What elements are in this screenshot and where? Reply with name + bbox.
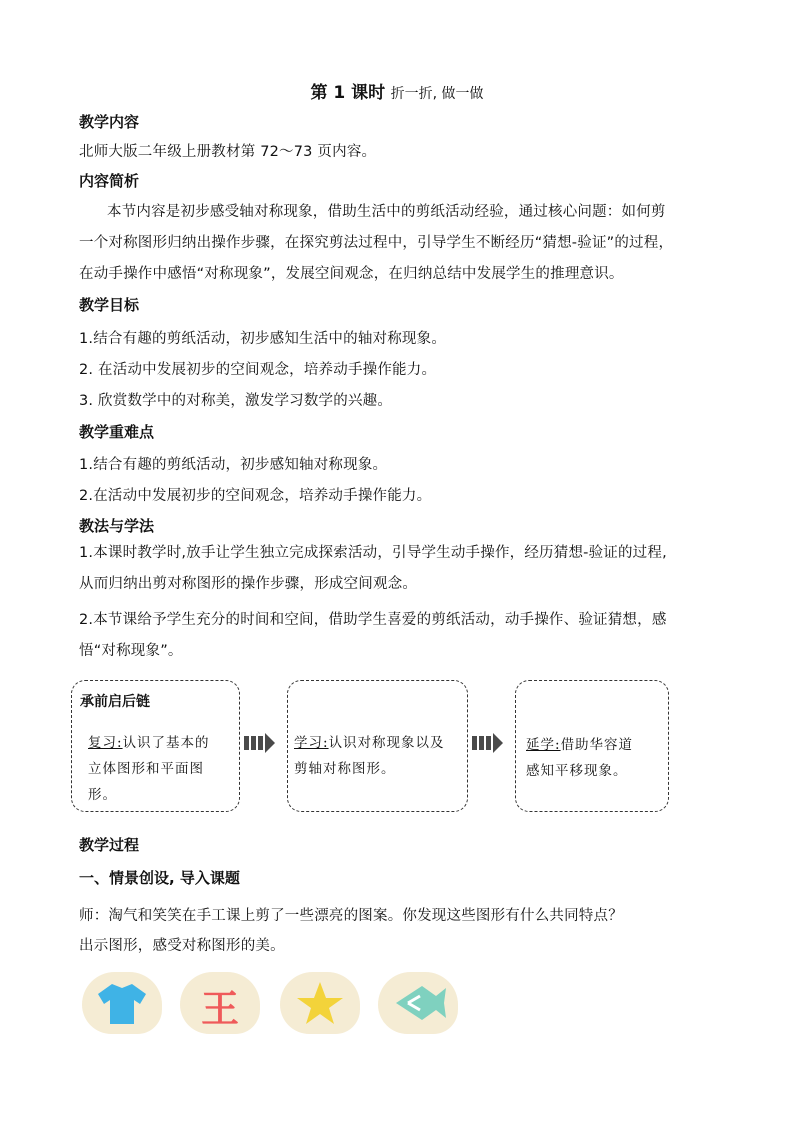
method-1-line-1: 1.本课时教学时,放手让学生独立完成探索活动，引导学生动手操作，经历猜想-验证的过程, [79,545,667,561]
shirt-icon [82,972,162,1034]
learn-label: 学习: [294,735,329,751]
extend-line-2: 感知平移现象。 [526,763,628,779]
lesson-subtitle: 折一折, 做一做 [390,86,484,102]
section-heading-goals: 教学目标 [79,296,140,314]
chain-box-learn [287,680,468,812]
lesson-number: 第 1 课时 [310,83,386,103]
chain-box-extend [515,680,669,812]
extend-line-1 [526,733,633,753]
section-heading-process: 教学过程 [79,836,140,854]
key-point-2: 2.在活动中发展初步的空间观念，培养动手操作能力。 [79,488,432,504]
review-label: 复习: [88,735,123,751]
goal-3: 3. 欣赏数学中的对称美，激发学习数学的兴趣。 [79,393,393,409]
method-2-line-2: 悟“对称现象”。 [79,643,183,659]
process-text-1: 师：淘气和笑笑在手工课上剪了一些漂亮的图案。你发现这些图形有什么共同特点？ [79,908,623,924]
review-line-1 [88,731,210,751]
section-heading-key-points: 教学重难点 [79,423,155,441]
brief-line-3: 在动手操作中感悟“对称现象”，发展空间观念，在归纳总结中发展学生的推理意识。 [79,266,624,282]
method-2-line-1: 2.本节课给予学生充分的时间和空间，借助学生喜爱的剪纸活动，动手操作、验证猜想，感 [79,612,667,628]
wang-character-icon: 王 [200,987,239,1031]
review-text-1: 认识了基本的 [122,735,210,751]
review-line-3: 形。 [88,787,117,803]
arrow-icon-1 [244,733,275,753]
method-1-line-2: 从而归纳出剪对称图形的操作步骤，形成空间观念。 [79,576,418,592]
learn-line-2: 剪轴对称图形。 [294,761,396,777]
key-point-1: 1.结合有趣的剪纸活动，初步感知轴对称现象。 [79,457,388,473]
review-line-2: 立体图形和平面图 [88,761,204,777]
process-text-2: 出示图形，感受对称图形的美。 [79,938,285,954]
page-title [0,78,794,103]
arrow-icon-2 [472,733,503,753]
section-heading-methods: 教法与学法 [79,517,155,535]
extend-label: 延学: [526,737,561,753]
section-heading-brief: 内容简析 [79,172,140,190]
extend-text-1: 借助华容道 [560,737,634,753]
section-subheading-intro: 一、情景创设, 导入课题 [79,869,240,887]
brief-line-1: 本节内容是初步感受轴对称现象，借助生活中的剪纸活动经验，通过核心问题：如何剪 [107,204,666,220]
learn-line-1 [294,731,445,751]
goal-1: 1.结合有趣的剪纸活动，初步感知生活中的轴对称现象。 [79,331,447,347]
fish-icon [378,972,458,1034]
section-heading-content: 教学内容 [79,113,140,131]
chain-box-review [71,680,240,812]
chain-title: 承前启后链 [80,694,150,710]
star-icon [280,972,360,1034]
learn-text-1: 认识对称现象以及 [328,735,445,751]
brief-line-2: 一个对称图形归纳出操作步骤，在探究剪法过程中，引导学生不断经历“猜想-验证”的过程， [79,235,674,251]
content-text: 北师大版二年级上册教材第 72～73 页内容。 [79,144,377,160]
goal-2: 2. 在活动中发展初步的空间观念，培养动手操作能力。 [79,362,437,378]
